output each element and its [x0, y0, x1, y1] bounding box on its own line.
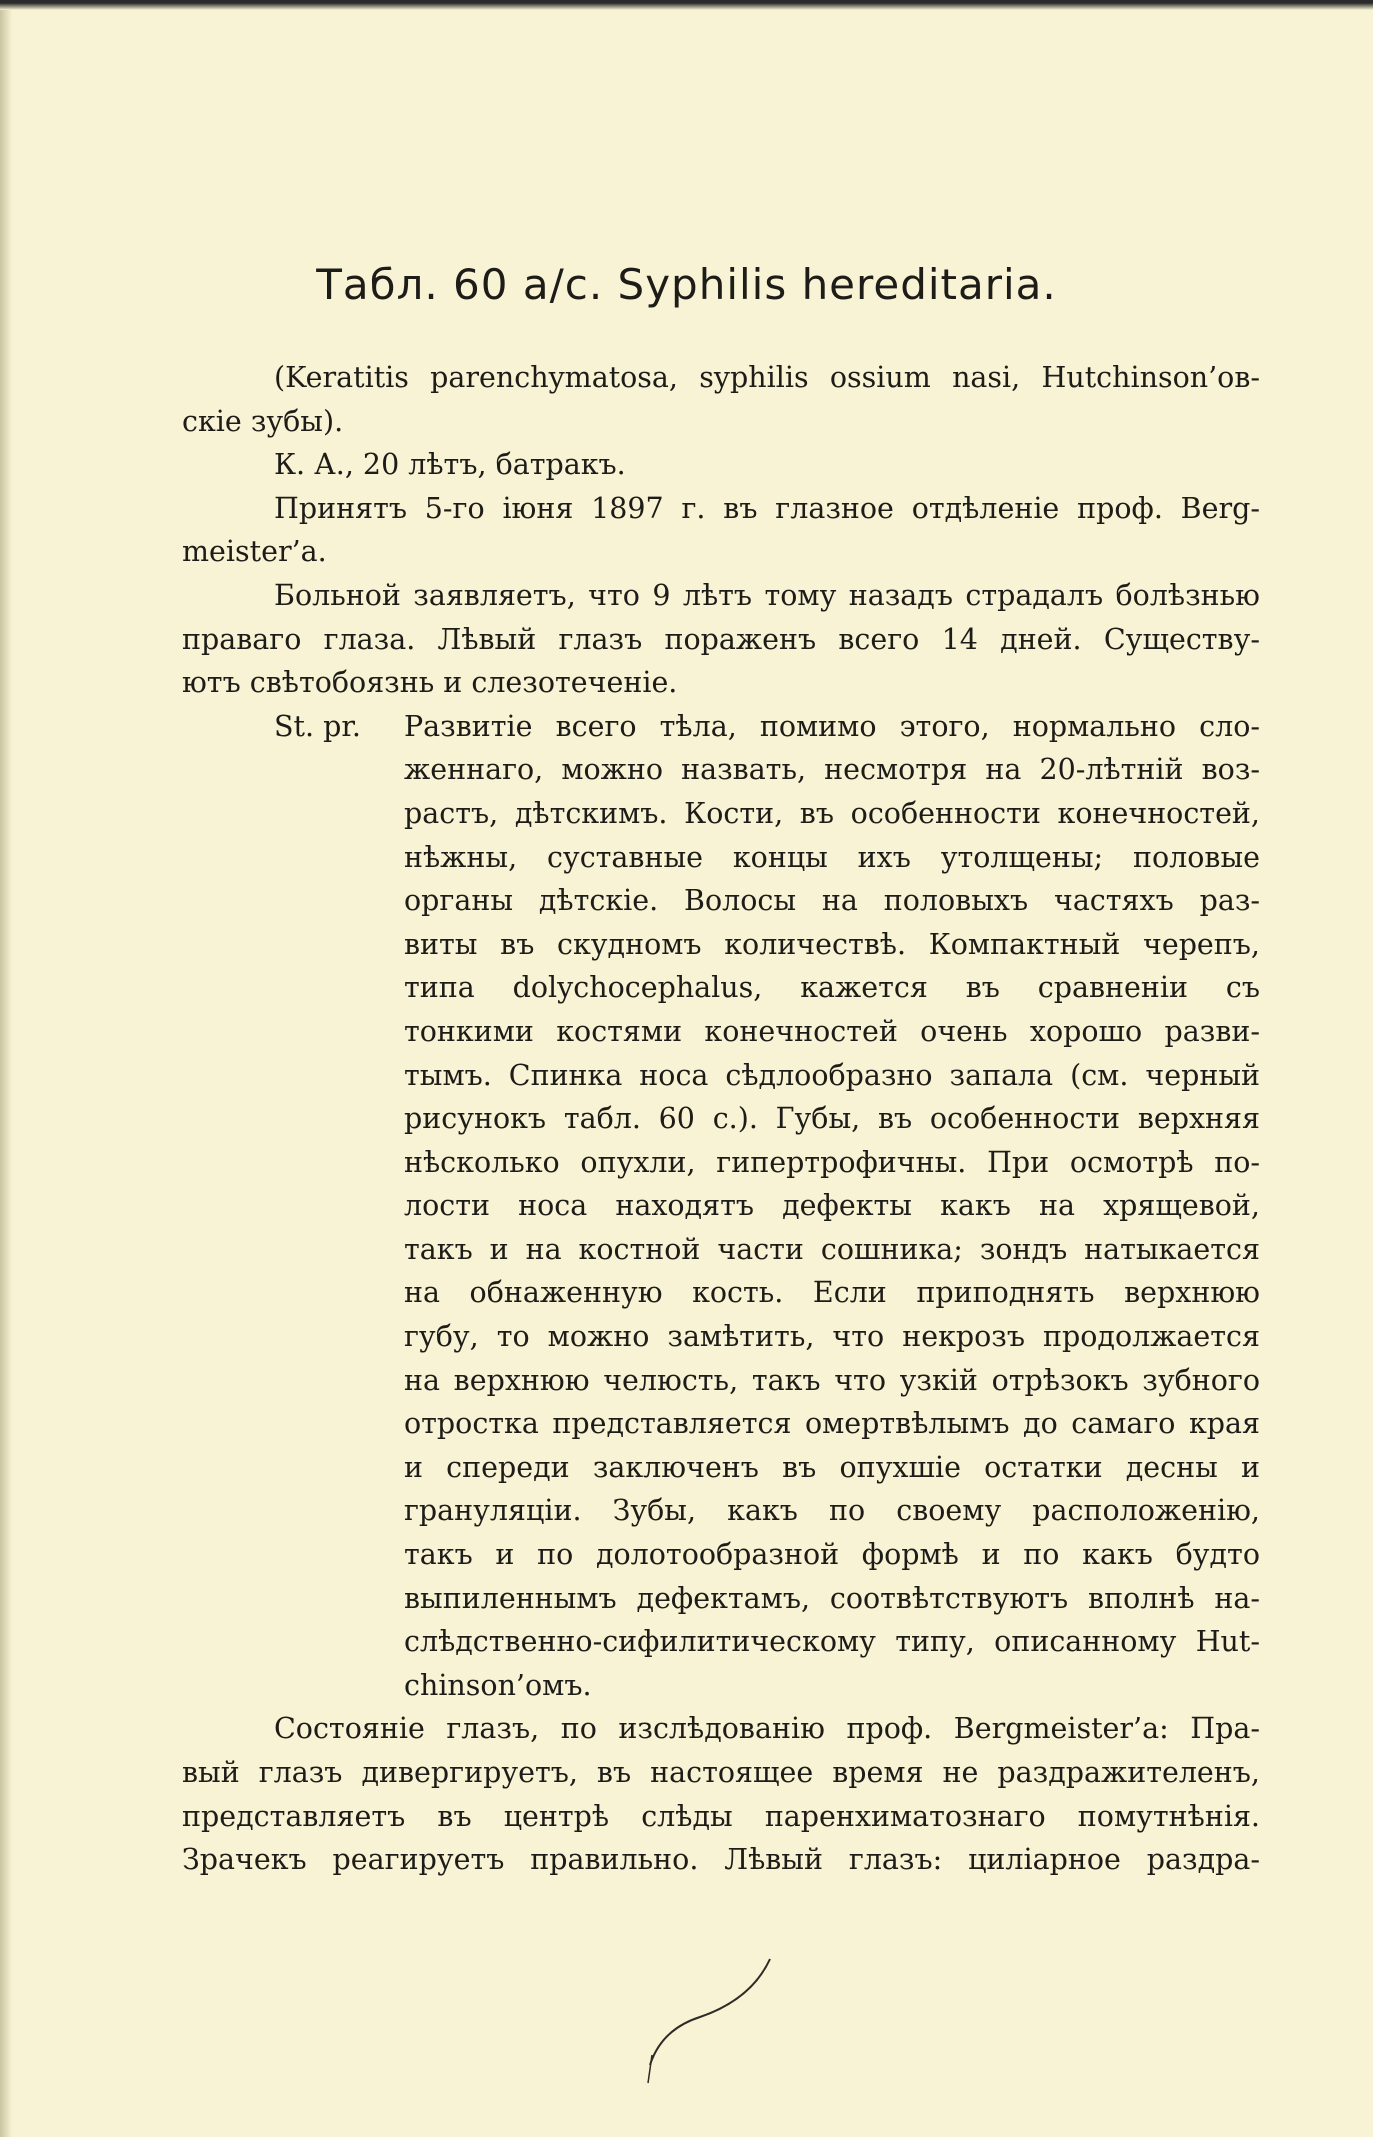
text-line: такъ и на костной части сошника; зондъ натыкается: [404, 1232, 1260, 1266]
text-line: лости носа находятъ дефекты какъ на хрящевой,: [404, 1189, 1260, 1223]
text-line: отростка представляется омертвѣлымъ до самаго края: [404, 1407, 1260, 1441]
page-left-edge: [0, 0, 12, 2137]
text-line: К. А., 20 лѣтъ, батракъ.: [274, 448, 626, 482]
text-line: праваго глаза. Лѣвый глазъ пораженъ всего 14 дней. Существу-: [182, 622, 1260, 656]
text-line: женнаго, можно назвать, несмотря на 20-лѣтній воз-: [404, 753, 1260, 787]
text-line: и спереди заключенъ въ опухшіе остатки десны и: [404, 1450, 1260, 1484]
text-line: на верхнюю челюсть, такъ что узкій отрѣзокъ зубного: [404, 1363, 1260, 1397]
text-line: губу, то можно замѣтить, что некрозъ продолжается: [404, 1320, 1260, 1354]
text-line: ютъ свѣтобоязнь и слезотеченіе.: [182, 666, 678, 700]
text-line: на обнаженную кость. Если приподнять верхнюю: [404, 1276, 1260, 1310]
text-line: рисунокъ табл. 60 с.). Губы, въ особенности верхняя: [404, 1102, 1260, 1136]
text-line: растъ, дѣтскимъ. Кости, въ особенности конечностей,: [404, 796, 1260, 830]
text-line: meister’а.: [182, 535, 327, 569]
text-line: нѣсколько опухли, гипертрофичны. При осмотрѣ по-: [404, 1145, 1260, 1179]
pen-stroke-mark: [640, 1955, 780, 2085]
text-line: Больной заявляетъ, что 9 лѣтъ тому назадъ страдалъ болѣзнью: [274, 578, 1260, 612]
text-line: грануляціи. Зубы, какъ по своему расположенію,: [404, 1494, 1260, 1528]
text-line: тымъ. Спинка носа сѣдлообразно запала (см. черный: [404, 1058, 1260, 1092]
text-line: Зрачекъ реагируетъ правильно. Лѣвый глазъ: циліарное раздра-: [182, 1843, 1260, 1877]
text-line: Принятъ 5-го іюня 1897 г. въ глазное отдѣленіе проф. Berg-: [274, 491, 1260, 525]
page-title: Табл. 60 a/c. Syphilis hereditaria.: [316, 260, 1057, 309]
text-line: нѣжны, суставные концы ихъ утолщены; половые: [404, 840, 1260, 874]
text-line: представляетъ въ центрѣ слѣды паренхиматознаго помутнѣнія.: [182, 1799, 1260, 1833]
text-line: Развитіе всего тѣла, помимо этого, нормально сло-: [404, 709, 1260, 743]
page-top-edge: [0, 0, 1373, 10]
text-line: типа dolychocephalus, кажется въ сравненіи съ: [404, 971, 1260, 1005]
text-line: органы дѣтскіе. Волосы на половыхъ частяхъ раз-: [404, 884, 1260, 918]
status-praesens-label: St. pr.: [274, 709, 361, 743]
text-line: скіе зубы).: [182, 404, 344, 438]
text-line: такъ и по долотообразной формѣ и по какъ будто: [404, 1538, 1260, 1572]
status-praesens-row: [182, 705, 1260, 749]
document-body: [182, 356, 1260, 1882]
text-line: chinson’омъ.: [404, 1668, 592, 1702]
text-line: слѣдственно-сифилитическому типу, описанному Hut-: [404, 1625, 1260, 1659]
text-line: выпиленнымъ дефектамъ, соотвѣтствуютъ вполнѣ на-: [404, 1581, 1260, 1615]
text-line: вый глазъ дивергируетъ, въ настоящее время не раздражителенъ,: [182, 1756, 1260, 1789]
text-line: Состояніе глазъ, по изслѣдованію проф. Bergmeister’а: Пра-: [274, 1712, 1260, 1746]
text-line: (Keratitis parenchymatosa, syphilis ossium nasi, Hutchinson’ов-: [274, 361, 1260, 394]
text-line: тонкими костями конечностей очень хорошо разви-: [404, 1014, 1260, 1048]
text-line: виты въ скудномъ количествѣ. Компактный черепъ,: [404, 927, 1260, 961]
